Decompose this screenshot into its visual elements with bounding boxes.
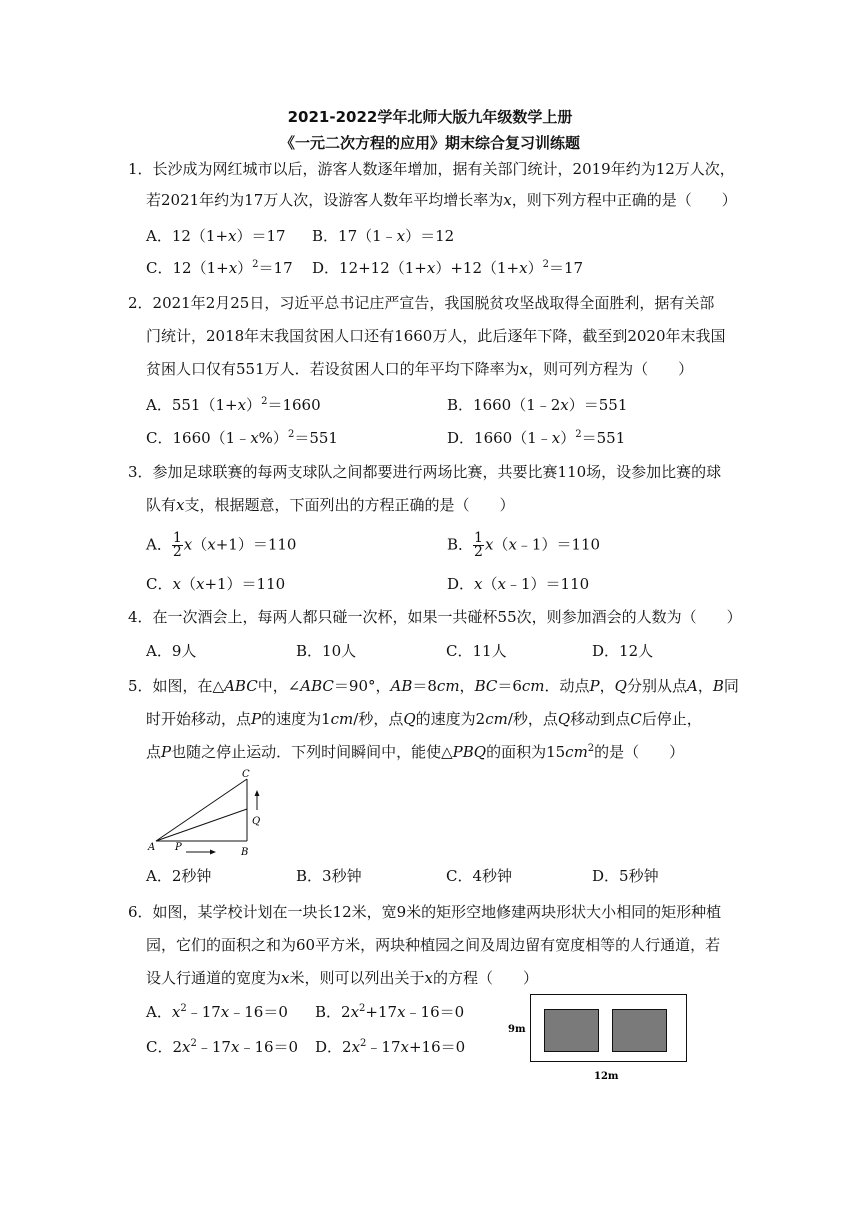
fraction-half: $\frac{1}{2}$: [474, 530, 483, 560]
q5-option-c: C．4秒钟: [446, 867, 513, 885]
label-p: P: [175, 842, 182, 853]
q4-stem-line1: 4．在一次酒会上，每两人都只碰一次杯，如果一共碰杯55次，则参加酒会的人数为（ ）: [128, 608, 742, 626]
garden-figure: [500, 990, 695, 1086]
width-label: 9m: [508, 1024, 526, 1035]
q3-stem-line2: 队有x支，根据题意，下面列出的方程正确的是（ ）: [146, 496, 515, 514]
page-subtitle: 《一元二次方程的应用》期末综合复习训练题: [279, 134, 580, 152]
q1-option-a: A．12（1+x）＝17: [146, 227, 286, 245]
q6-option-a: A．$x^2﹣17x﹣16=0$: [146, 1003, 288, 1021]
q2-option-b: B．1660（1﹣2x）＝551: [447, 396, 628, 414]
q6-stem-line2: 园，它们的面积之和为60平方米，两块种植园之间及周边留有宽度相等的人行通道，若: [146, 936, 721, 954]
q2-stem-line3: 贫困人口仅有551万人．若设贫困人口的年平均下降率为x，则可列方程为（ ）: [146, 360, 694, 378]
arrow-head-right: [210, 850, 216, 855]
q3-option-b: B． $\frac{1}{2}$ x（x﹣1）＝110: [447, 530, 601, 560]
q1-stem-line2: 若2021年约为17万人次，设游客人数年平均增长率为x，则下列方程中正确的是（ ）: [146, 191, 737, 209]
garden-plot-right: [613, 1010, 667, 1052]
q6-option-b: B．$2x^2+17x﹣16=0$: [315, 1003, 465, 1021]
q1-stem-line1: 1．长沙成为网红城市以后，游客人数逐年增加，据有关部门统计，2019年约为12万人次，: [128, 160, 735, 178]
q6-stem-line1: 6．如图，某学校计划在一块长12米，宽9米的矩形空地修建两块形状大小相同的矩形种植: [128, 903, 722, 921]
q3-stem-line1: 3．参加足球联赛的每两支球队之间都要进行两场比赛，共要比赛110场，设参加比赛的球: [128, 463, 722, 481]
q3-option-d: D．x（x﹣1）＝110: [447, 575, 590, 593]
q2-option-d: D．1660（1﹣x）$^2$＝551: [447, 429, 626, 447]
q6-option-d: D．$2x^2﹣17x+16=0$: [315, 1038, 466, 1056]
segment-aq: [156, 809, 247, 841]
q4-option-a: A．9人: [146, 642, 197, 660]
q2-option-a: A．$551(1+x)^2=1660$: [146, 396, 321, 414]
q5-option-d: D．5秒钟: [592, 867, 659, 885]
q6-stem-line3: 设人行通道的宽度为x米，则可以列出关于x的方程（ ）: [146, 969, 538, 987]
q1-option-c: C．$12(1+x)^2=17$: [146, 259, 293, 277]
q2-stem-line1: 2．2021年2月25日，习近平总书记庄严宣告，我国脱贫攻坚战取得全面胜利，据有关部: [128, 294, 715, 312]
fraction-half: $\frac{1}{2}$: [172, 530, 182, 560]
label-a: A: [148, 842, 156, 853]
page-title: 2021-2022学年北师大版九年级数学上册: [287, 108, 573, 126]
garden-plot-left: [545, 1010, 599, 1052]
q3-option-a: A． $\frac{1}{2}$ x（x+1）＝110: [146, 530, 297, 560]
triangle-figure: [140, 766, 280, 862]
label-b: B: [241, 847, 249, 858]
q4-option-c: C．11人: [446, 642, 507, 660]
q5-stem-line1: 5．如图，在△ABC中，∠ABC＝90°，AB＝8cm，BC＝6cm．动点P，Q分别从点A，B同: [128, 677, 739, 695]
q6-option-c: C．$2x^2﹣17x﹣16=0$: [146, 1038, 299, 1056]
q4-option-d: D．12人: [592, 642, 654, 660]
q2-option-c: C．1660（1﹣x%）$^2$＝551: [146, 429, 338, 447]
q3-option-c: C．x（x+1）＝110: [146, 575, 286, 593]
label-q: Q: [252, 816, 261, 827]
q2-stem-line2: 门统计，2018年末我国贫困人口还有1660万人，此后逐年下降，截至到2020年末我国: [146, 327, 726, 345]
q4-option-b: B．10人: [296, 642, 357, 660]
label-c: C: [242, 769, 250, 780]
q1-option-b: B．17（1﹣x）＝12: [312, 227, 455, 245]
q1-option-d: D．$12+12(1+x)+12(1+x)^2=17$: [312, 259, 584, 277]
length-label: 12m: [594, 1071, 619, 1082]
q5-stem-line2: 时开始移动，点P的速度为1cm/秒，点Q的速度为2cm/秒，点Q移动到点C后停止，: [146, 710, 702, 728]
q5-stem-line3: 点P也随之停止运动．下列时间瞬间中，能使△PBQ的面积为$15cm^2$的是（ ）: [146, 743, 685, 761]
q5-option-b: B．3秒钟: [296, 867, 362, 885]
arrow-head-up: [255, 790, 260, 796]
segment-ac: [156, 779, 247, 841]
q5-option-a: A．2秒钟: [146, 867, 212, 885]
